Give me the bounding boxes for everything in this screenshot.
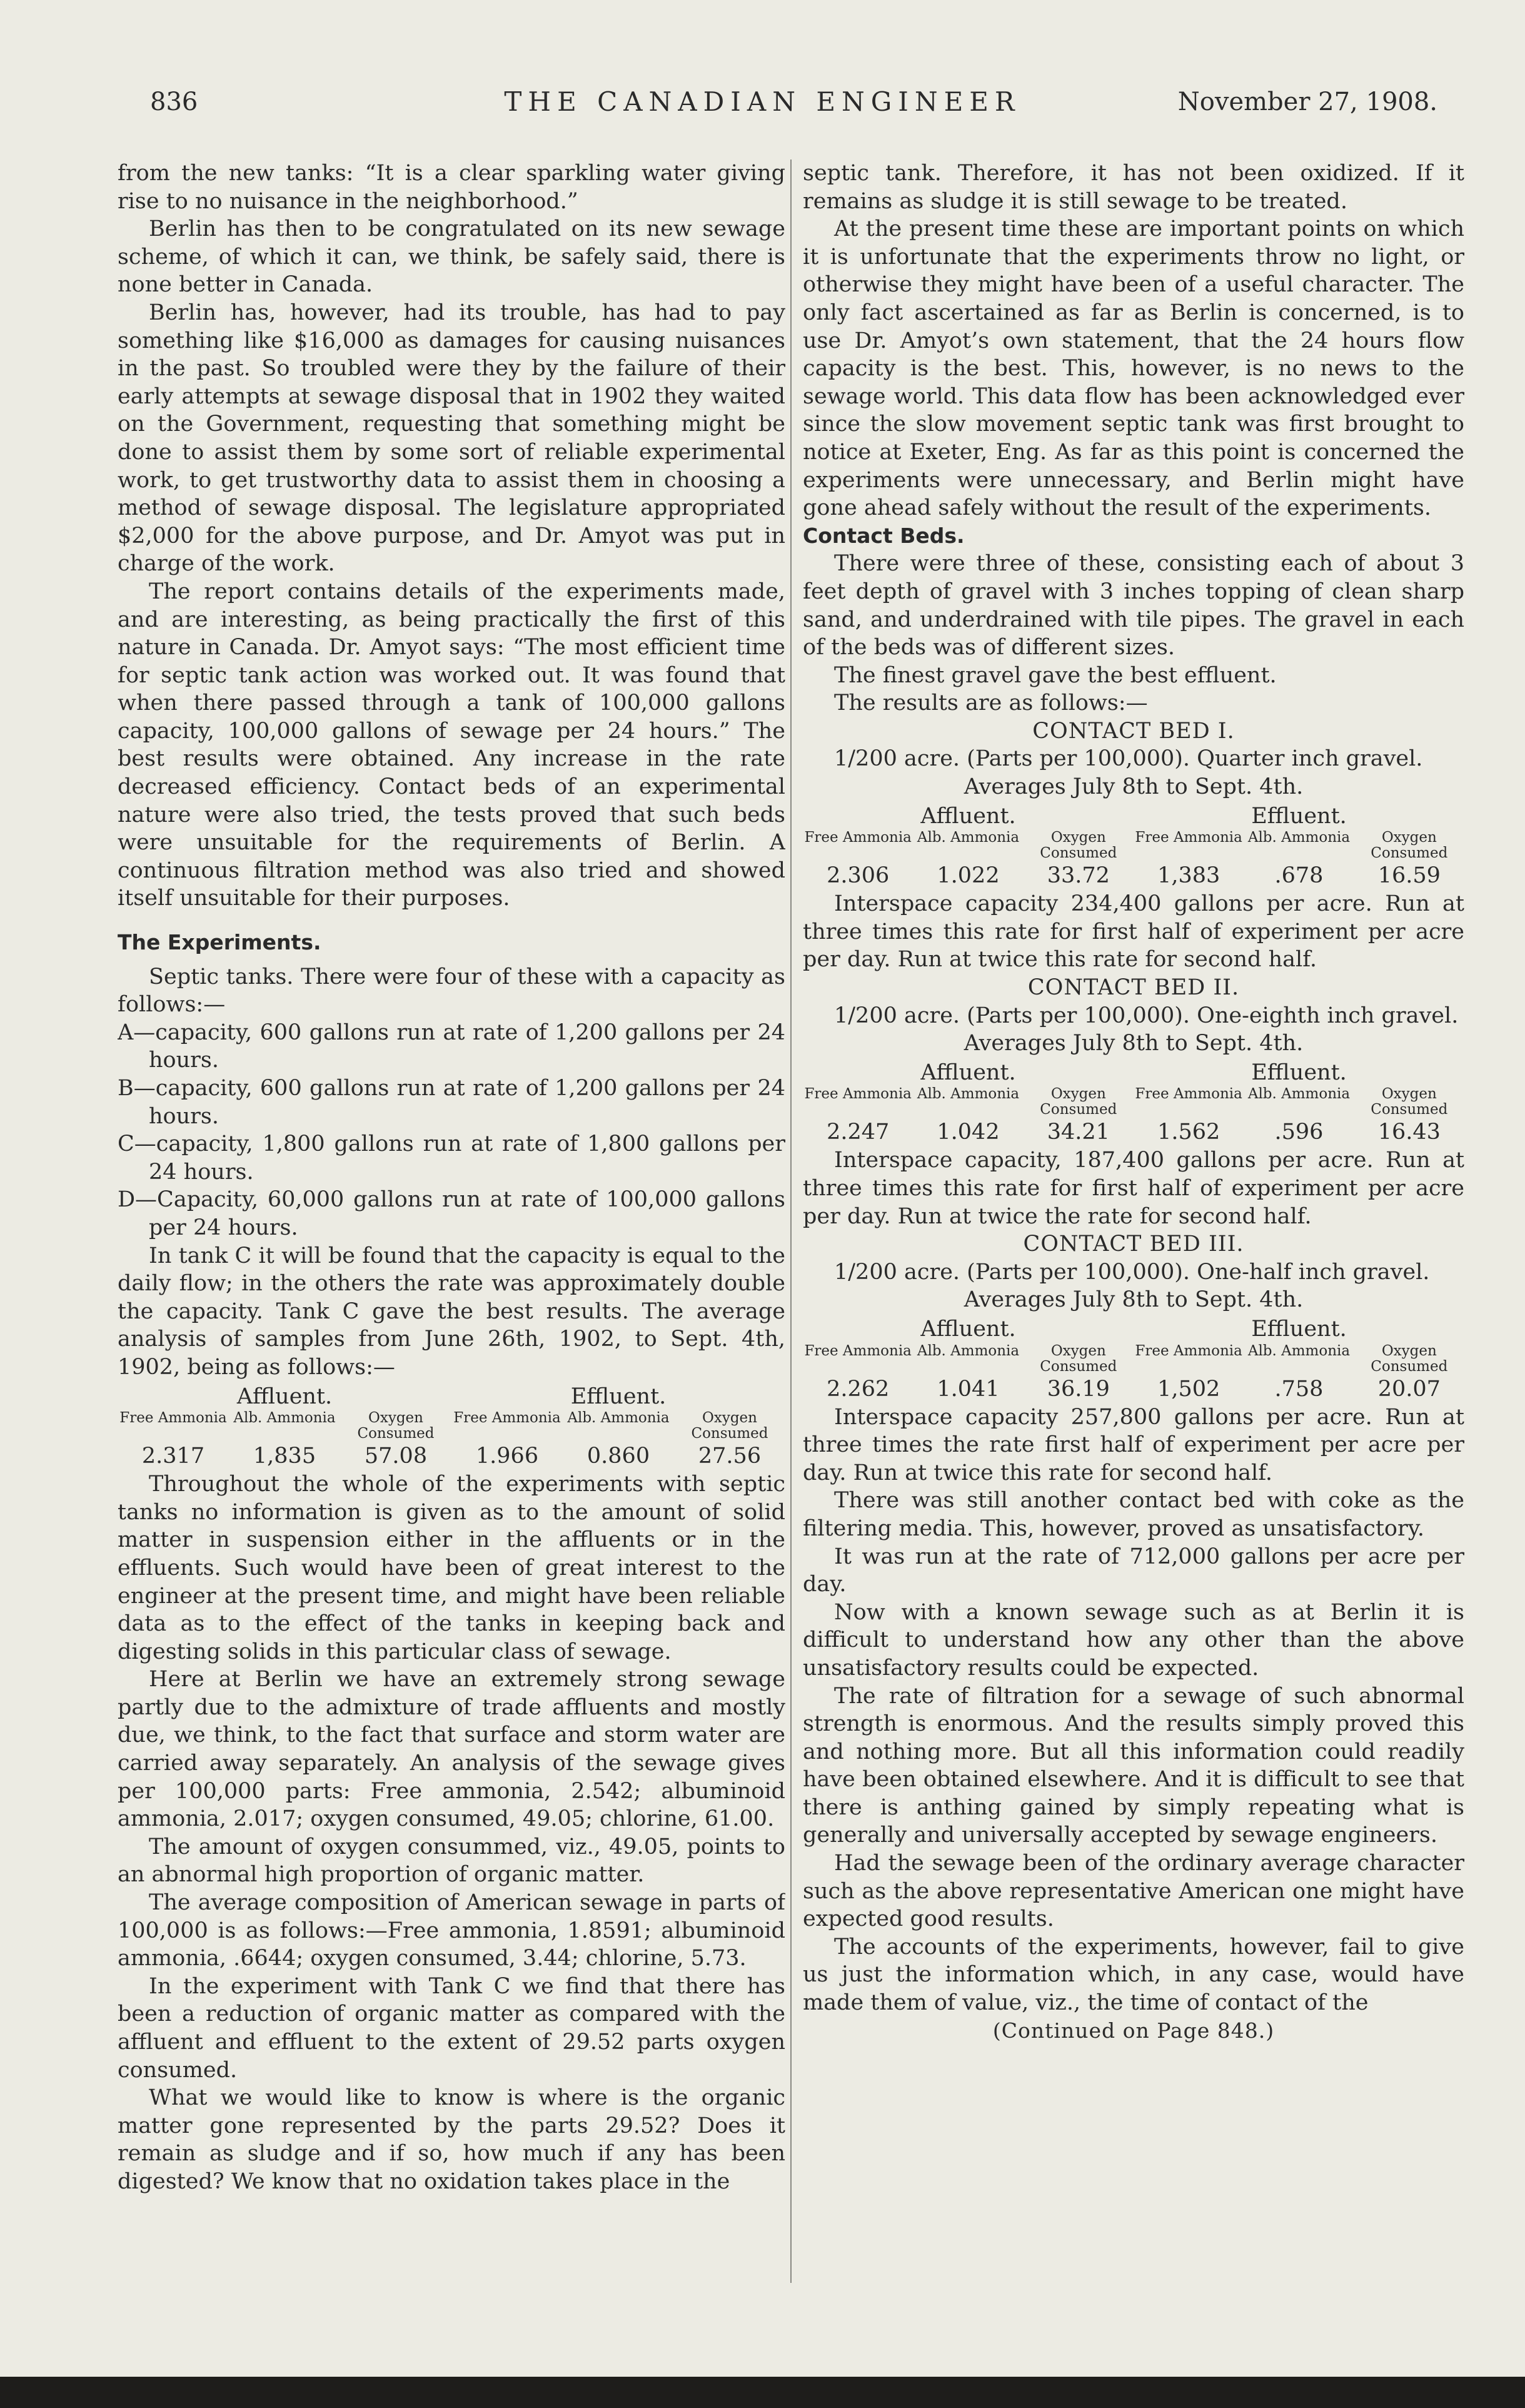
- paragraph: There was still another contact bed with coke as the filtering media. This, however, proved as unsatisfactory.: [803, 1488, 1464, 1541]
- table-cell: 27.56: [698, 1444, 762, 1469]
- table-cell: .596: [1274, 1120, 1324, 1145]
- paragraph: At the present time these are important points on which it is unfortunate that the experiments throw no light, or otherwise they might have been of a useful character. The only fact ascertained as far as Berlin is concerned, is to use Dr. Amyot’s own statement, that the 24 hours flow capacity is the best. This, however, is no news to the sewage world. This data flow has been acknowledged ever since the slow movement septic tank was first brought to notice at Exeter, Eng. As far as this point is concerned the experiments were unnecessary, and Berlin might have gone ahead safely without the result of the experiments.: [803, 216, 1464, 521]
- list-item: C—capacity, 1,800 gallons run at rate of 1,800 gallons per 24 hours.: [118, 1131, 785, 1185]
- table-cell: 33.72: [1047, 863, 1110, 889]
- bed-note: Interspace capacity 257,800 gallons per acre. Run at three times the rate first half of experiment per acre per day. Run at twice this rate for second half.: [803, 1404, 1464, 1485]
- column-header: Oxygen Consumed: [1040, 1342, 1117, 1375]
- paragraph: Throughout the whole of the experiments with septic tanks no information is given as to the amount of solid matter in suspension either in the affluents or in the effluents. Such would have been of great interest to the engineer at the present time, and might have been reliable data as to the effect of the tanks in keeping back and digesting solids in this particular class of sewage.: [118, 1472, 785, 1664]
- paragraph: In the experiment with Tank C we find that there has been a reduction of organic matter as compared with the affluent and effluent to the extent of 29.52 parts oxygen consumed.: [118, 1973, 785, 2083]
- paragraph: It was run at the rate of 712,000 gallons per acre per day.: [803, 1544, 1464, 1597]
- issue-date: November 27, 1908.: [1177, 88, 1437, 116]
- column-header: Free Ammonia: [1135, 1086, 1242, 1103]
- paragraph: The report contains details of the experiments made, and are interesting, as being practically the first of this nature in Canada. Dr. Amyot says: “The most efficient time for septic tank action was worked out. It was found that when there passed through a tank of 100,000 gallons capacity, 100,000 gallons of sewage per 24 hours.” The best results were obtained. Any increase in the rate decreased efficiency. Contact beds of an experimental nature were also tried, the tests proved that such beds were unsuitable for the requirements of Berlin. A continuous filtration method was also tried and showed itself unsuitable for their purposes.: [118, 579, 785, 911]
- paragraph: In tank C it will be found that the capacity is equal to the daily flow; in the others the rate was approximately double the capacity. Tank C gave the best results. The average analysis of samples from June 26th, 1902, to Sept. 4th, 1902, being as follows:—: [118, 1243, 785, 1380]
- scan-edge: [0, 2377, 1525, 2408]
- table-cell: .678: [1274, 863, 1324, 889]
- column-header: Free Ammonia: [1135, 1342, 1242, 1359]
- bed-table: [803, 1059, 1464, 1147]
- table-cell: 57.08: [364, 1444, 428, 1469]
- journal-title: THE CANADIAN ENGINEER: [504, 86, 1021, 117]
- paragraph: Berlin has then to be congratulated on its new sewage scheme, of which it can, we think, be safely said, there is none better in Canada.: [118, 216, 785, 298]
- table-cell: 2.306: [827, 863, 890, 889]
- bed-note: Interspace capacity 234,400 gallons per acre. Run at three times this rate for first half of experiment per acre per day. Run at twice this rate for second half.: [803, 891, 1464, 973]
- table-cell: 2.317: [141, 1444, 205, 1469]
- contact-bed-3: [803, 1230, 1464, 1487]
- affluent-label: Affluent.: [920, 803, 1016, 829]
- column-header: Oxygen Consumed: [357, 1410, 435, 1442]
- column-header: Alb. Ammonia: [233, 1410, 336, 1427]
- table-cell: 2.247: [827, 1120, 890, 1145]
- contact-bed-2: [803, 974, 1464, 1230]
- column-header: Oxygen Consumed: [1371, 1086, 1448, 1118]
- table-cell: 1.966: [475, 1444, 539, 1469]
- column-header: Alb. Ammonia: [1247, 1342, 1351, 1359]
- paragraph: Berlin has, however, had its trouble, has had to pay something like $16,000 as damages for causing nuisances in the past. So troubled were they by the failure of their early attempts at sewage disposal that in 1902 they waited on the Government, requesting that something might be done to assist them by some sort of reliable experimental work, to get trustworthy data to assist them in choosing a method of sewage disposal. The legislature appropriated $2,000 for the above purpose, and Dr. Amyot was put in charge of the work.: [118, 300, 785, 577]
- effluent-label: Effluent.: [1251, 803, 1347, 829]
- list-item: B—capacity, 600 gallons run at rate of 1,200 gallons per 24 hours.: [118, 1076, 785, 1129]
- page-number: 836: [150, 88, 198, 116]
- bed-description: 1/200 acre. (Parts per 100,000). One-eighth inch gravel.: [834, 1003, 1459, 1028]
- paragraph: The accounts of the experiments, however, fail to give us just the information which, in any case, would have made them of value, viz., the time of contact of the: [803, 1934, 1464, 2016]
- table-cell: 16.59: [1377, 863, 1441, 889]
- paragraph: There were three of these, consisting each of about 3 feet depth of gravel with 3 inches topping of clean sharp sand, and underdrained with tile pipes. The gravel in each of the beds was of different sizes.: [803, 551, 1464, 660]
- affluent-label: Affluent.: [920, 1316, 1016, 1342]
- column-header: Oxygen Consumed: [691, 1410, 768, 1442]
- page-header: [0, 81, 1525, 131]
- list-item: D—Capacity, 60,000 gallons run at rate of 100,000 gallons per 24 hours.: [118, 1187, 785, 1240]
- effluent-label: Effluent.: [1251, 1316, 1347, 1342]
- table-cell: 1,383: [1157, 863, 1221, 889]
- bed-title: CONTACT BED I.: [1032, 718, 1235, 744]
- left-column: [118, 159, 785, 2283]
- table-cell: 2.262: [827, 1376, 890, 1402]
- bed-title: CONTACT BED III.: [1023, 1232, 1244, 1257]
- column-header: Oxygen Consumed: [1371, 829, 1448, 862]
- paragraph: The amount of oxygen consummed, viz., 49.05, points to an abnormal high proportion of organic matter.: [118, 1834, 785, 1888]
- effluent-label: Effluent.: [570, 1384, 667, 1409]
- section-heading: The Experiments.: [118, 930, 321, 955]
- bed-averages: Averages July 8th to Sept. 4th.: [964, 774, 1304, 800]
- column-header: Alb. Ammonia: [1247, 1086, 1351, 1103]
- paragraph: from the new tanks: “It is a clear sparkling water giving rise to no nuisance in the neighborhood.”: [118, 161, 785, 214]
- column-header: Oxygen Consumed: [1371, 1342, 1448, 1375]
- bed-averages: Averages July 8th to Sept. 4th.: [964, 1031, 1304, 1056]
- section-heading: Contact Beds.: [803, 523, 965, 548]
- paragraph: septic tank. Therefore, it has not been oxidized. If it remains as sludge it is still sewage to be treated.: [803, 161, 1464, 214]
- column-header: Alb. Ammonia: [917, 1086, 1020, 1103]
- column-header: Alb. Ammonia: [917, 1342, 1020, 1359]
- column-header: Free Ammonia: [804, 1086, 912, 1103]
- table-cell: 1.562: [1157, 1120, 1221, 1145]
- paragraph: Septic tanks. There were four of these with a capacity as follows:—: [118, 964, 785, 1018]
- column-header: Free Ammonia: [804, 1342, 912, 1359]
- paragraph: The average composition of American sewage in parts of 100,000 is as follows:—Free ammonia, 1.8591; albuminoid ammonia, .6644; oxygen consumed, 3.44; chlorine, 5.73.: [118, 1890, 785, 1971]
- column-header: Free Ammonia: [804, 829, 912, 846]
- bed-note: Interspace capacity, 187,400 gallons per acre. Run at three times this rate for first half of experiment per acre per day. Run at twice the rate for second half.: [803, 1148, 1464, 1229]
- table-cell: 36.19: [1047, 1376, 1110, 1402]
- bed-table: [803, 802, 1464, 891]
- table-cell: 1,835: [253, 1444, 316, 1469]
- column-header: Alb. Ammonia: [1247, 829, 1351, 846]
- bed-table: [803, 1315, 1464, 1404]
- column-header: Oxygen Consumed: [1040, 1086, 1117, 1118]
- affluent-label: Affluent.: [920, 1060, 1016, 1085]
- continued-note: (Continued on Page 848.): [992, 2018, 1275, 2043]
- paragraph: Here at Berlin we have an extremely strong sewage partly due to the admixture of trade affluents and mostly due, we think, to the fact that surface and storm water are carried away separately. An analysis of the sewage gives per 100,000 parts: Free ammonia, 2.542; albuminoid ammonia, 2.017; oxygen consumed, 49.05; chlorine, 61.00.: [118, 1667, 785, 1832]
- right-column: [803, 159, 1464, 2283]
- affluent-label: Affluent.: [236, 1384, 333, 1409]
- septic-tank-table: [118, 1383, 785, 1471]
- paragraph: What we would like to know is where is the organic matter gone represented by the parts 29.52? Does it remain as sludge and if so, how much if any has been digested? We know that no oxidation takes place in the: [118, 2085, 785, 2194]
- effluent-label: Effluent.: [1251, 1060, 1347, 1085]
- table-cell: 1,502: [1157, 1376, 1221, 1402]
- table-cell: 34.21: [1047, 1120, 1110, 1145]
- table-cell: 20.07: [1377, 1376, 1441, 1402]
- paragraph: Had the sewage been of the ordinary average character such as the above representative American one might have expected good results.: [803, 1851, 1464, 1932]
- paragraph: The rate of filtration for a sewage of such abnormal strength is enormous. And the results simply proved this and nothing more. But all this information could readily have been obtained elsewhere. And it is difficult to see that there is anthing gained by simply repeating what is generally and universally accepted by sewage engineers.: [803, 1683, 1464, 1848]
- table-cell: 1.041: [937, 1376, 1000, 1402]
- contact-bed-1: [803, 717, 1464, 974]
- column-divider: [790, 159, 792, 2283]
- list-item: A—capacity, 600 gallons run at rate of 1,200 gallons per 24 hours.: [118, 1019, 785, 1073]
- column-header: Free Ammonia: [1135, 829, 1242, 846]
- table-cell: .758: [1274, 1376, 1324, 1402]
- column-header: Alb. Ammonia: [567, 1410, 670, 1427]
- column-header: Oxygen Consumed: [1040, 829, 1117, 862]
- paragraph: The results are as follows:—: [834, 691, 1148, 716]
- paragraph: The finest gravel gave the best effluent.: [834, 662, 1277, 688]
- bed-description: 1/200 acre. (Parts per 100,000). Quarter inch gravel.: [834, 746, 1423, 772]
- paragraph: Now with a known sewage such as at Berlin it is difficult to understand how any other than the above unsatisfactory results could be expected.: [803, 1599, 1464, 1681]
- table-cell: 0.860: [586, 1444, 650, 1469]
- column-header: Alb. Ammonia: [917, 829, 1020, 846]
- bed-averages: Averages July 8th to Sept. 4th.: [964, 1287, 1304, 1313]
- bed-title: CONTACT BED II.: [1027, 975, 1240, 1001]
- bed-description: 1/200 acre. (Parts per 100,000). One-half inch gravel.: [834, 1259, 1430, 1285]
- table-cell: 1.042: [937, 1120, 1000, 1145]
- column-header: Free Ammonia: [119, 1410, 227, 1427]
- column-header: Free Ammonia: [453, 1410, 561, 1427]
- table-cell: 1.022: [937, 863, 1000, 889]
- table-cell: 16.43: [1377, 1120, 1441, 1145]
